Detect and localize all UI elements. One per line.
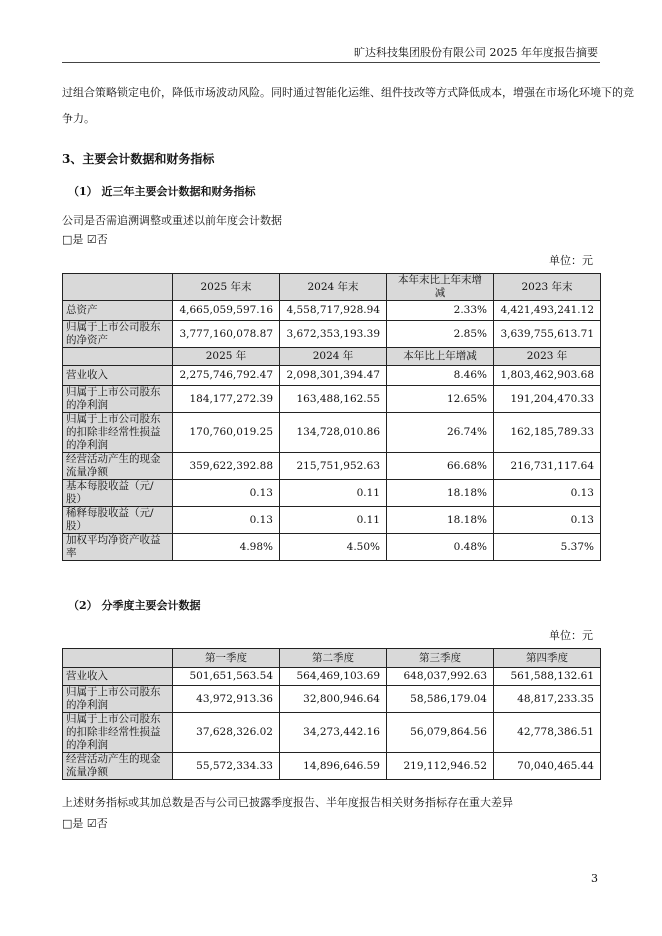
table-cell: 3,639,755,613.71 (494, 321, 601, 348)
table-cell: 359,622,392.88 (173, 453, 280, 480)
column-header: 2025 年 (173, 348, 280, 366)
table-cell: 170,760,019.25 (173, 413, 280, 453)
column-header: 第一季度 (173, 649, 280, 668)
table-cell: 2,275,746,792.47 (173, 366, 280, 386)
table-cell: 8.46% (387, 366, 494, 386)
table-cell: 0.13 (494, 480, 601, 507)
table-row (63, 413, 601, 453)
table-row (63, 386, 601, 413)
row-label: 营业收入 (63, 366, 173, 386)
restate-question: 公司是否需追溯调整或重述以前年度会计数据 (62, 214, 282, 227)
table-cell: 42,778,386.51 (494, 713, 601, 753)
column-header: 2023 年末 (494, 274, 601, 301)
table-cell: 219,112,946.52 (387, 753, 494, 780)
table-header-row (63, 649, 601, 668)
table-cell: 561,588,132.61 (494, 668, 601, 686)
table-row (63, 480, 601, 507)
table-row (63, 534, 601, 561)
column-header (63, 348, 173, 366)
table-cell: 0.48% (387, 534, 494, 561)
table-cell: 26.74% (387, 413, 494, 453)
column-header: 第四季度 (494, 649, 601, 668)
table-cell: 163,488,162.55 (280, 386, 387, 413)
row-label: 经营活动产生的现金流量净额 (63, 453, 173, 480)
table-cell: 55,572,334.33 (173, 753, 280, 780)
table-cell: 3,777,160,078.87 (173, 321, 280, 348)
table-cell: 5.37% (494, 534, 601, 561)
table-cell: 58,586,179.04 (387, 686, 494, 713)
annual-data-table (62, 273, 601, 561)
row-label: 加权平均净资产收益率 (63, 534, 173, 561)
table-cell: 0.11 (280, 480, 387, 507)
table-row (63, 713, 601, 753)
table-cell: 0.13 (494, 507, 601, 534)
table-cell: 2.85% (387, 321, 494, 348)
table-cell: 4.50% (280, 534, 387, 561)
row-label: 归属于上市公司股东的扣除非经常性损益的净利润 (63, 713, 173, 753)
header-divider (62, 62, 600, 63)
row-label: 营业收入 (63, 668, 173, 686)
row-label: 经营活动产生的现金流量净额 (63, 753, 173, 780)
row-label: 总资产 (63, 301, 173, 321)
table-cell: 648,037,992.63 (387, 668, 494, 686)
column-header: 2023 年 (494, 348, 601, 366)
column-header: 2024 年 (280, 348, 387, 366)
table-cell: 191,204,470.33 (494, 386, 601, 413)
table-cell: 66.68% (387, 453, 494, 480)
table-cell: 0.13 (173, 507, 280, 534)
table-cell: 34,273,442.16 (280, 713, 387, 753)
subsection-title-1: （1） 近三年主要会计数据和财务指标 (68, 185, 256, 198)
quarterly-data-table (62, 648, 601, 780)
table-header-row (63, 348, 601, 366)
table-cell: 4,421,493,241.12 (494, 301, 601, 321)
row-label: 归属于上市公司股东的净利润 (63, 386, 173, 413)
row-label: 归属于上市公司股东的扣除非经常性损益的净利润 (63, 413, 173, 453)
column-header: 第二季度 (280, 649, 387, 668)
table-cell: 43,972,913.36 (173, 686, 280, 713)
difference-answer: □是 ☑否 (62, 817, 108, 830)
table-cell: 4,665,059,597.16 (173, 301, 280, 321)
table-row (63, 507, 601, 534)
column-header: 本年比上年增减 (387, 348, 494, 366)
table-cell: 70,040,465.44 (494, 753, 601, 780)
unit-label-1: 单位：元 (549, 254, 593, 267)
subsection-title-2: （2） 分季度主要会计数据 (68, 599, 201, 612)
column-header: 2025 年末 (173, 274, 280, 301)
table-cell: 1,803,462,903.68 (494, 366, 601, 386)
table-cell: 14,896,646.59 (280, 753, 387, 780)
table-row (63, 686, 601, 713)
table-cell: 184,177,272.39 (173, 386, 280, 413)
table-cell: 18.18% (387, 480, 494, 507)
unit-label-2: 单位：元 (549, 629, 593, 642)
row-label: 归属于上市公司股东的净利润 (63, 686, 173, 713)
table-row (63, 321, 601, 348)
table-cell: 48,817,233.35 (494, 686, 601, 713)
table-cell: 501,651,563.54 (173, 668, 280, 686)
row-label: 基本每股收益（元/股） (63, 480, 173, 507)
table-cell: 162,185,789.33 (494, 413, 601, 453)
table-row (63, 301, 601, 321)
table-cell: 2,098,301,394.47 (280, 366, 387, 386)
table-row (63, 453, 601, 480)
column-header (63, 274, 173, 301)
table-cell: 56,079,864.56 (387, 713, 494, 753)
column-header: 2024 年末 (280, 274, 387, 301)
section-title: 3、主要会计数据和财务指标 (62, 152, 215, 166)
table-cell: 4.98% (173, 534, 280, 561)
table-cell: 134,728,010.86 (280, 413, 387, 453)
table-cell: 4,558,717,928.94 (280, 301, 387, 321)
table-cell: 216,731,117.64 (494, 453, 601, 480)
table-row (63, 753, 601, 780)
table-row (63, 366, 601, 386)
intro-line-1: 过组合策略锁定电价，降低市场波动风险。同时通过智能化运维、组件技改等方式降低成本，增强在市场化环境下的竞 (62, 86, 634, 99)
table-cell: 12.65% (387, 386, 494, 413)
table-cell: 32,800,946.64 (280, 686, 387, 713)
restate-answer: □是 ☑否 (62, 233, 108, 246)
row-label: 稀释每股收益（元/股） (63, 507, 173, 534)
table-cell: 0.13 (173, 480, 280, 507)
report-header: 旷达科技集团股份有限公司 2025 年年度报告摘要 (354, 46, 598, 59)
table-cell: 0.11 (280, 507, 387, 534)
table-cell: 215,751,952.63 (280, 453, 387, 480)
table-row (63, 668, 601, 686)
table-cell: 3,672,353,193.39 (280, 321, 387, 348)
column-header: 本年末比上年末增减 (387, 274, 494, 301)
table-cell: 18.18% (387, 507, 494, 534)
table-cell: 564,469,103.69 (280, 668, 387, 686)
table-cell: 37,628,326.02 (173, 713, 280, 753)
table-header-row (63, 274, 601, 301)
column-header: 第三季度 (387, 649, 494, 668)
column-header (63, 649, 173, 668)
intro-line-2: 争力。 (62, 112, 95, 125)
table-cell: 2.33% (387, 301, 494, 321)
difference-question: 上述财务指标或其加总数是否与公司已披露季度报告、半年度报告相关财务指标存在重大差异 (62, 796, 513, 809)
page-number: 3 (591, 872, 598, 885)
row-label: 归属于上市公司股东的净资产 (63, 321, 173, 348)
